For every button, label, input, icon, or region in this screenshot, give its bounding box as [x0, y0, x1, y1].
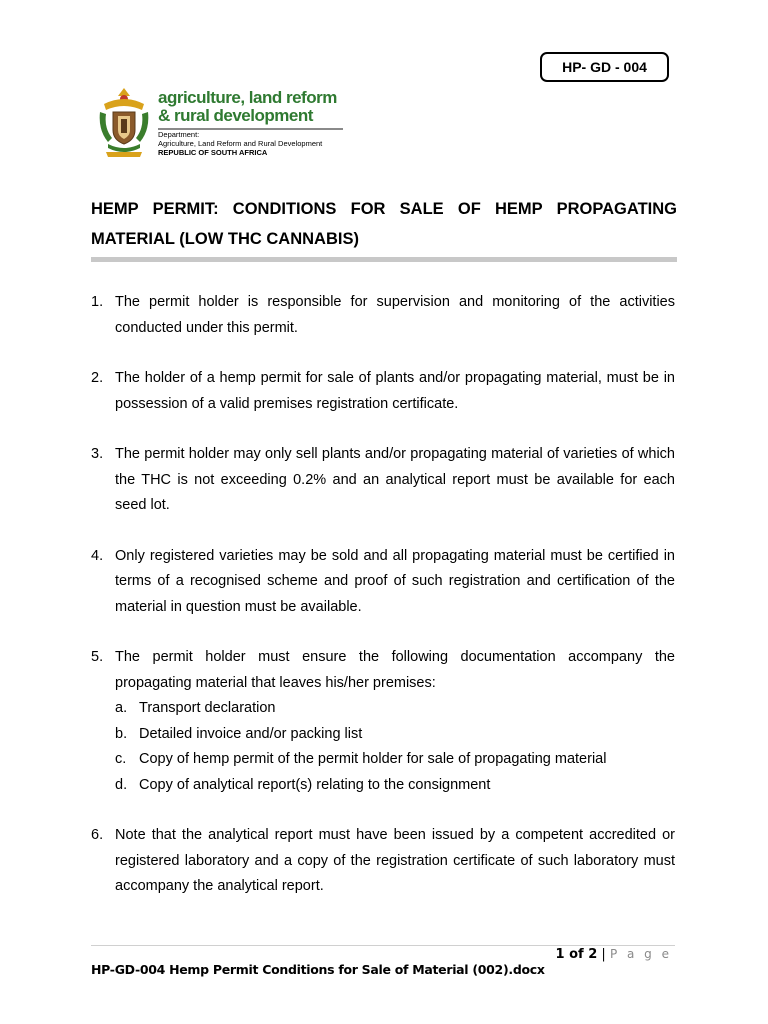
footer-filename: HP-GD-004 Hemp Permit Conditions for Sale of Material (002).docx: [91, 962, 545, 977]
list-item-number: 3.: [91, 446, 104, 462]
document-code-box: HP- GD - 004: [540, 52, 669, 82]
list-item: [91, 823, 675, 900]
list-item-text: The permit holder may only sell plants and/or propagating material of varieties of which the THC is not exceeding 0.2% and an analytical report must be available for each seed lot.: [115, 446, 675, 513]
list-item-text: The holder of a hemp permit for sale of plants and/or propagating material, must be in possession of a valid premises registration certificate.: [115, 370, 675, 412]
sub-list-item: [115, 773, 675, 799]
list-item: [91, 442, 675, 519]
list-item-text: Only registered varieties may be sold and all propagating material must be certified in terms of a recognised scheme and proof of such registration and certification of the material in question must be available.: [115, 547, 675, 615]
sub-list-item: [115, 722, 675, 748]
list-item-text: Note that the analytical report must have been issued by a competent accredited or registered laboratory and a copy of the registration certificate of such laboratory must accompany the analytical report.: [115, 827, 675, 894]
sub-list-letter: d.: [115, 776, 128, 793]
list-item-number: 2.: [91, 370, 104, 386]
footer-divider: [91, 945, 675, 946]
list-item-text: The permit holder is responsible for supervision and monitoring of the activities conducted under this permit.: [115, 294, 675, 336]
sub-list-item: [115, 696, 675, 722]
list-item: [91, 290, 675, 341]
logo-line-1: agriculture, land reform: [158, 88, 337, 107]
logo-department-text: [158, 130, 322, 157]
sub-list-letter: c.: [115, 751, 127, 767]
dept-country: REPUBLIC OF SOUTH AFRICA: [158, 148, 268, 157]
list-item-number: 1.: [91, 294, 104, 310]
coat-of-arms-icon: [96, 86, 152, 160]
sub-list-item: [115, 747, 675, 773]
list-item-number: 6.: [91, 827, 104, 843]
sub-list-text: Copy of hemp permit of the permit holder for sale of propagating material: [139, 751, 607, 767]
conditions-list: [91, 290, 675, 925]
dept-name: Agriculture, Land Reform and Rural Development: [158, 139, 323, 148]
page-title: HEMP PERMIT: CONDITIONS FOR SALE OF HEMP PROPAGATING MATERIAL (LOW THC CANNABIS): [91, 200, 677, 248]
list-item: [91, 645, 675, 798]
logo-line-2: & rural development: [158, 106, 313, 125]
list-item: [91, 366, 675, 417]
logo-wordmark: [158, 89, 337, 125]
page-word: P a g e: [609, 947, 672, 961]
list-item-text: The permit holder must ensure the following documentation accompany the propagating material that leaves his/her premises:: [115, 649, 675, 691]
dept-label: Department:: [158, 130, 200, 139]
title-divider: [91, 257, 677, 262]
list-item-number: 5.: [91, 649, 104, 665]
page-separator: |: [601, 947, 606, 962]
page-count: 1 of 2: [555, 947, 598, 962]
list-item-number: 4.: [91, 547, 104, 564]
sub-list-text: Copy of analytical report(s) relating to the consignment: [139, 776, 491, 793]
sub-list-letter: b.: [115, 725, 128, 742]
sub-list-text: Detailed invoice and/or packing list: [139, 725, 363, 742]
sub-list-text: Transport declaration: [139, 700, 276, 716]
page-number: [556, 947, 672, 962]
sub-list-letter: a.: [115, 700, 128, 716]
department-logo: [96, 86, 351, 160]
list-item: [91, 544, 675, 621]
